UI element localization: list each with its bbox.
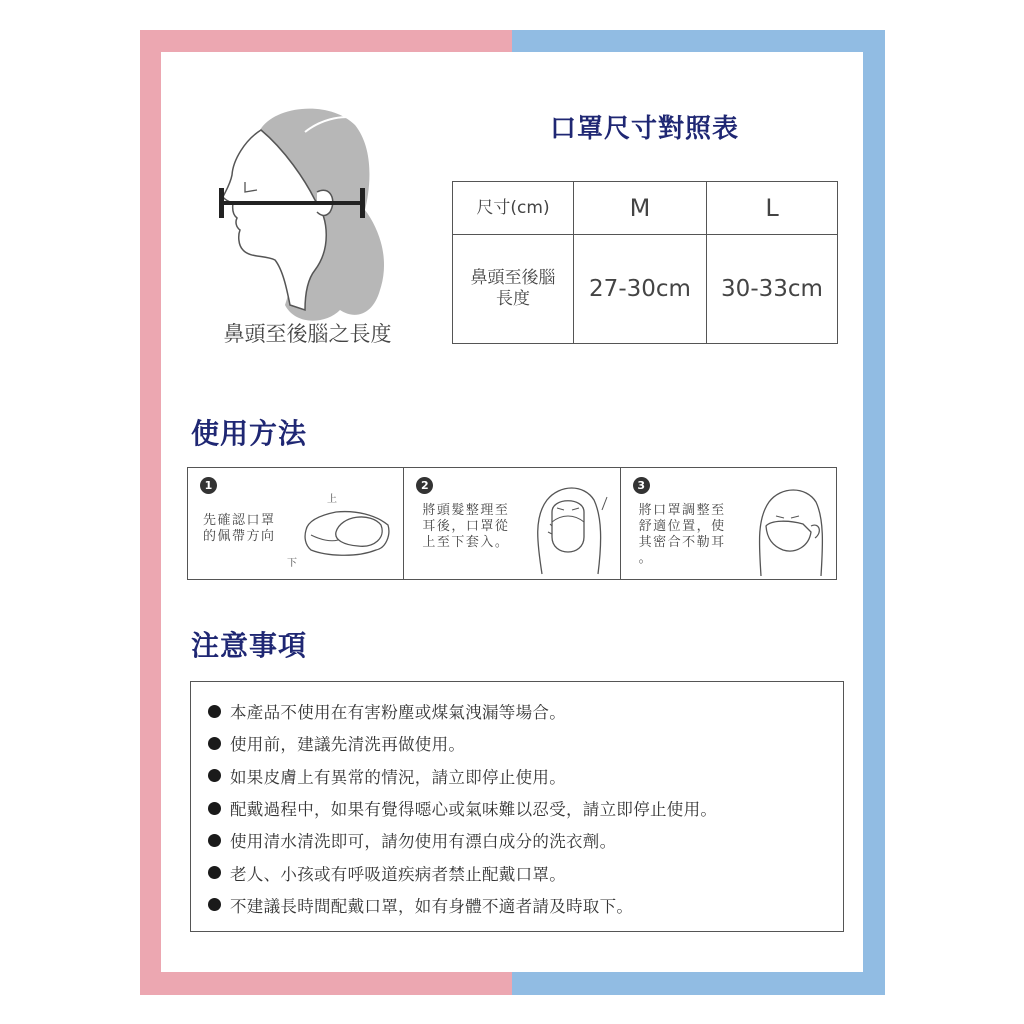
note-text: 老人、小孩或有呼吸道疾病者禁止配戴口罩。	[230, 864, 566, 884]
notes-heading: 注意事項	[191, 629, 308, 662]
bullet-icon	[208, 834, 221, 847]
note-text: 使用前，建議先清洗再做使用。	[230, 735, 466, 755]
step-number: 2	[416, 477, 433, 494]
header-cell-m: M	[574, 182, 707, 235]
bottom-label: 下	[287, 558, 297, 569]
illustration-caption: 鼻頭至後腦之長度	[223, 322, 392, 346]
step-text: 將頭髮整理至 耳後，口罩從 上至下套入。	[422, 503, 510, 550]
note-text: 本產品不使用在有害粉塵或煤氣洩漏等場合。	[230, 703, 566, 723]
note-text: 配戴過程中，如果有覺得噁心或氣味難以忍受，請立即停止使用。	[230, 800, 718, 820]
table-row	[453, 182, 838, 235]
head-measurement-illustration	[205, 100, 415, 325]
bullet-icon	[208, 802, 221, 815]
wearing-mask-icon	[522, 482, 612, 577]
note-text: 不建議長時間配戴口罩，如有身體不適者請及時取下。	[230, 896, 634, 916]
cell-l-value: 30-33cm	[707, 235, 838, 344]
list-item	[208, 792, 843, 824]
bullet-icon	[208, 737, 221, 750]
list-item	[208, 727, 843, 759]
row-label-length: 鼻頭至後腦 長度	[453, 235, 574, 344]
header-cell-size: 尺寸(cm)	[453, 182, 574, 235]
usage-step-3	[620, 468, 836, 579]
size-chart-table	[452, 181, 838, 344]
usage-step-2	[403, 468, 619, 579]
top-label: 上	[327, 494, 337, 505]
step-text: 將口罩調整至 舒適位置，使 其密合不勒耳 。	[638, 503, 726, 566]
note-text: 使用清水清洗即可，請勿使用有漂白成分的洗衣劑。	[230, 832, 617, 852]
list-item	[208, 889, 843, 921]
step-number: 3	[633, 477, 650, 494]
step-text: 先確認口罩 的佩帶方向	[203, 513, 276, 544]
step-number: 1	[200, 477, 217, 494]
bullet-icon	[208, 769, 221, 782]
bullet-icon	[208, 866, 221, 879]
list-item	[208, 760, 843, 792]
list-item	[208, 695, 843, 727]
adjusted-mask-icon	[751, 484, 836, 579]
header-cell-l: L	[707, 182, 838, 235]
usage-heading: 使用方法	[191, 417, 308, 450]
list-item	[208, 824, 843, 856]
notes-box	[190, 681, 844, 932]
usage-steps	[187, 467, 837, 580]
cell-m-value: 27-30cm	[574, 235, 707, 344]
list-item	[208, 856, 843, 888]
usage-step-1	[188, 468, 403, 579]
table-row	[453, 235, 838, 344]
bullet-icon	[208, 898, 221, 911]
mask-orientation-icon	[296, 490, 396, 570]
note-text: 如果皮膚上有異常的情況，請立即停止使用。	[230, 767, 566, 787]
size-chart-title: 口罩尺寸對照表	[549, 114, 739, 144]
bullet-icon	[208, 705, 221, 718]
